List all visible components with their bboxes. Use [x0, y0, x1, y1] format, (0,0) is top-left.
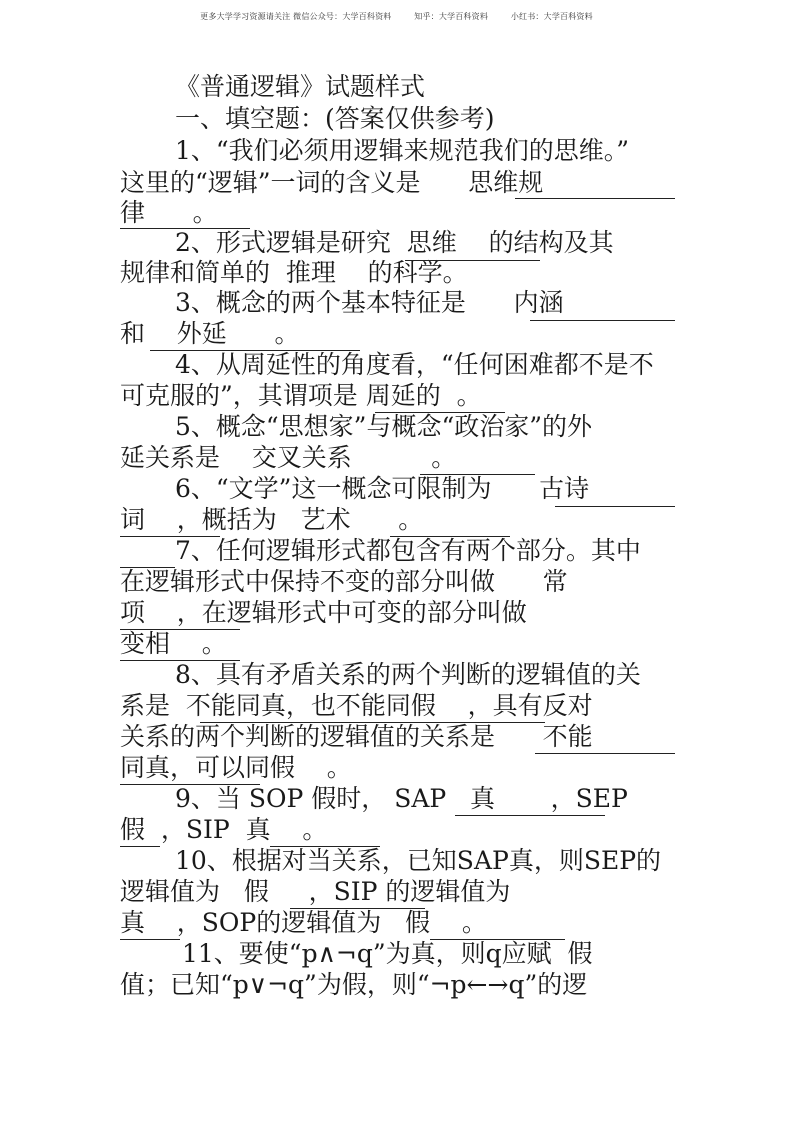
blank-underline: [120, 660, 240, 661]
blank-underline: [375, 412, 505, 413]
blank-underline: [120, 939, 180, 940]
section-heading: 一、填空题：(答案仅供参考): [175, 104, 495, 133]
question-line: 10、根据对当关系，已知SAP真，则SEP的: [175, 846, 662, 875]
question-line: 6、“文学”这一概念可限制为 古诗: [175, 474, 590, 503]
question-line: 在逻辑形式中保持不变的部分叫做 常: [120, 567, 568, 596]
question-line: 11、要使“p∧¬q”为真，则q应赋 假: [182, 939, 593, 968]
question-line: 这里的“逻辑”一词的含义是 思维规: [120, 168, 544, 197]
blank-underline: [270, 846, 380, 847]
blank-underline: [555, 506, 675, 507]
question-line: 7、任何逻辑形式都包含有两个部分。其中: [175, 536, 641, 565]
question-line: 项 ，在逻辑形式中可变的部分叫做: [120, 598, 527, 627]
question-line: 3、概念的两个基本特征是 内涵: [175, 288, 564, 317]
blank-underline: [150, 350, 360, 351]
blank-underline: [120, 629, 240, 630]
question-line: 5、概念“思想家”与概念“政治家”的外: [175, 412, 593, 441]
question-line: 真 ，SOP的逻辑值为 假 。: [120, 908, 487, 937]
header-xiaohongshu: 小红书：大学百科资料: [510, 12, 593, 21]
question-line: 假 ，SIP 真 。: [120, 815, 328, 844]
question-line: 值；已知“p∨¬q”为假，则“¬p←→q”的逻: [120, 970, 588, 999]
question-line: 2、形式逻辑是研究 思维 的结构及其: [175, 228, 614, 257]
page-header: [0, 11, 793, 22]
question-line: 4、从周延性的角度看，“任何困难都不是不: [175, 350, 654, 379]
question-line: 变相 。: [120, 629, 227, 658]
question-line: 系是 不能同真，也不能同假 ，具有反对: [120, 691, 593, 720]
blank-underline: [120, 536, 220, 537]
blank-underline: [290, 908, 425, 909]
blank-underline: [120, 846, 160, 847]
blank-underline: [515, 198, 675, 199]
question-line: 逻辑值为 假 ，SIP 的逻辑值为: [120, 877, 511, 906]
question-line: 关系的两个判断的逻辑值的关系是 不能: [120, 722, 593, 751]
blank-underline: [530, 320, 675, 321]
document-title: 《普通逻辑》试题样式: [175, 72, 426, 101]
question-line: 延关系是 交叉关系 。: [120, 443, 457, 472]
question-line: 9、当 SOP 假时， SAP 真 ，SEP: [175, 784, 628, 813]
question-line: 词 ，概括为 艺术 。: [120, 505, 424, 534]
blank-underline: [390, 536, 510, 537]
blank-underline: [430, 939, 565, 940]
header-wechat: 更多大学学习资源请关注 微信公众号：大学百科资料: [200, 12, 392, 21]
question-line: 规律和简单的 推理 的科学。: [120, 258, 468, 287]
blank-underline: [405, 260, 540, 261]
question-line: 1、“我们必须用逻辑来规范我们的思维。”: [175, 136, 629, 165]
blank-underline: [535, 753, 675, 754]
blank-underline: [200, 722, 545, 723]
question-line: 8、具有矛盾关系的两个判断的逻辑值的关: [175, 660, 641, 689]
blank-underline: [120, 784, 260, 785]
header-zhihu: 知乎：大学百科资料: [414, 12, 489, 21]
question-line: 律 。: [120, 198, 218, 227]
blank-underline: [420, 474, 535, 475]
blank-underline: [120, 567, 175, 568]
question-line: 同真，可以同假 。: [120, 753, 352, 782]
blank-underline: [120, 228, 250, 229]
question-line: 可克服的”，其谓项是 周延的 。: [120, 381, 482, 410]
question-line: 和 外延 。: [120, 319, 300, 348]
blank-underline: [455, 815, 605, 816]
